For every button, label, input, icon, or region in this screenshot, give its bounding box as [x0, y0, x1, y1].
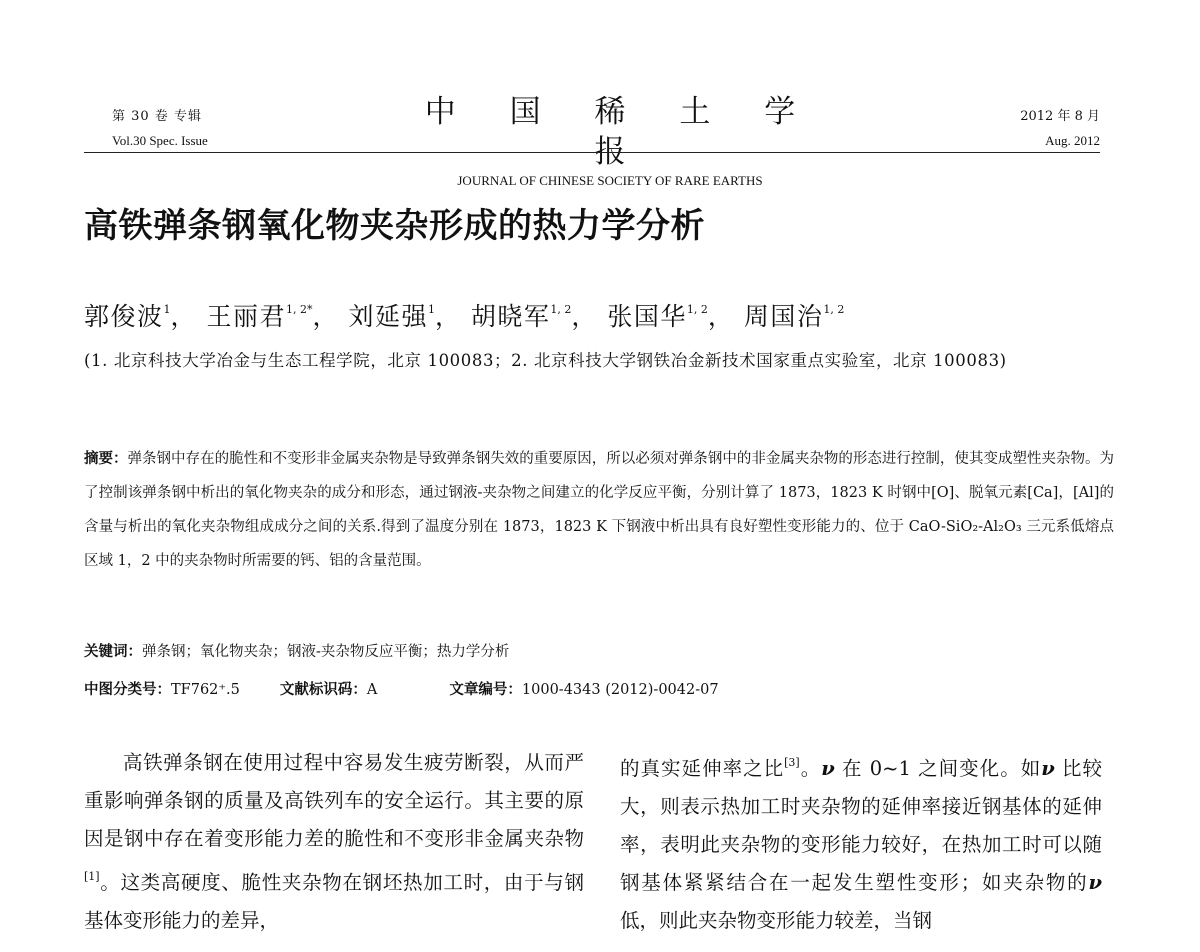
article-id-value: 1000-4343 (2012)-0042-07 [521, 682, 719, 698]
body-column-right [620, 744, 1102, 940]
volume-cn: 第 30 卷 专辑 [112, 109, 202, 124]
abstract-text: 弹条钢中存在的脆性和不变形非金属夹杂物是导致弹条钢失效的重要原因，所以必须对弹条钢中的非金属夹杂物的形态进行控制，使其变成塑性夹杂物。为了控制该弹条钢中析出的氧化物夹杂的成分和形态，通过钢液-夹杂物之间建立的化学反应平衡，分别计算了 1873，1823 K 时钢中[O]、脱氧元素[Ca]，[Al]的含量与析出的氧化夹杂物组成成分之间的关系.得到了温度分别在 1873，1823 K 下钢液中析出具有良好塑性变形能力的、位于 CaO-SiO₂-Al₂O₃ 三元系低熔点区域 1，2 中的夹杂物时所需要的钙、铝的含量范围。 [84, 451, 1115, 569]
author-name: 王丽君 [206, 302, 286, 331]
nu-symbol: ν [821, 757, 835, 780]
journal-masthead [380, 92, 840, 190]
author-name: 周国治 [743, 302, 824, 331]
article-id-label: 文章编号： [449, 681, 522, 698]
keywords [84, 639, 509, 665]
journal-title-cn: 中 国 稀 土 学 报 [424, 94, 818, 170]
author-affil-mark: 1 [427, 303, 435, 316]
author-affil-mark: 1, 2 [823, 303, 845, 316]
doc-code-value: A [366, 682, 378, 698]
author-affil-mark: 1, 2 [550, 303, 572, 316]
author-affil-mark: 1 [163, 303, 171, 316]
header-volume [112, 108, 208, 150]
doc-code-label: 文献标识码： [279, 681, 367, 698]
abstract-label: 摘要： [84, 450, 128, 467]
author-name: 张国华 [607, 302, 687, 331]
author-name: 胡晓军 [470, 302, 551, 331]
clc-value: TF762⁺.5 [171, 682, 240, 698]
nu-symbol: ν [1041, 757, 1055, 780]
author-list: 郭俊波$^1$， 王丽君$^{1, 2*}$， 刘延强$^1$， 胡晓军$^{1, 2}$， 张国华$^{1, 2}$， 周国治$^{1, 2}$ [84, 302, 845, 331]
body-column-left [84, 744, 584, 940]
header-date [1020, 108, 1100, 150]
date-cn: 2012 年 8 月 [1020, 109, 1100, 124]
journal-title-en: JOURNAL OF CHINESE SOCIETY OF RARE EARTHS [457, 173, 763, 188]
header-rule [84, 152, 1100, 153]
author-affil-mark: 1, 2 [686, 303, 708, 316]
author-name: 刘延强 [348, 302, 428, 331]
classification-line [84, 677, 719, 703]
body-paragraph: 的真实延伸率之比[3]。ν 在 0~1 之间变化。如ν 比较大，则表示热加工时夹杂物的延伸率接近钢基体的延伸率，表明此夹杂物的变形能力较好，在热加工时可以随钢基体紧紧结合在一起发生塑性变形；如夹杂物的ν 低，则此夹杂物变形能力较差，当钢 [620, 756, 1102, 932]
clc-label: 中图分类号： [84, 681, 171, 698]
citation-ref: [1] [84, 870, 100, 883]
volume-en: Vol.30 Spec. Issue [112, 133, 208, 148]
date-en: Aug. 2012 [1045, 133, 1100, 148]
keywords-label: 关键词： [84, 643, 142, 660]
citation-ref: [3] [784, 756, 800, 769]
author-name: 郭俊波 [84, 302, 164, 331]
abstract [84, 442, 1114, 578]
article-title: 高铁弹条钢氧化物夹杂形成的热力学分析 [84, 206, 705, 246]
body-paragraph: 高铁弹条钢在使用过程中容易发生疲劳断裂，从而严重影响弹条钢的质量及高铁列车的安全运行。其主要的原因是钢中存在着变形能力差的脆性和不变形非金属夹杂物[1]。这类高硬度、脆性夹杂物在钢坯热加工时，由于与钢基体变形能力的差异， [84, 751, 584, 932]
nu-symbol: ν [1088, 871, 1102, 894]
author-affil-mark: 1, 2* [285, 303, 313, 316]
keywords-text: 弹条钢；氧化物夹杂；钢液-夹杂物反应平衡；热力学分析 [142, 644, 510, 660]
affiliation: (1. 北京科技大学冶金与生态工程学院，北京 100083；2. 北京科技大学钢铁冶金新技术国家重点实验室，北京 100083) [84, 351, 1007, 370]
